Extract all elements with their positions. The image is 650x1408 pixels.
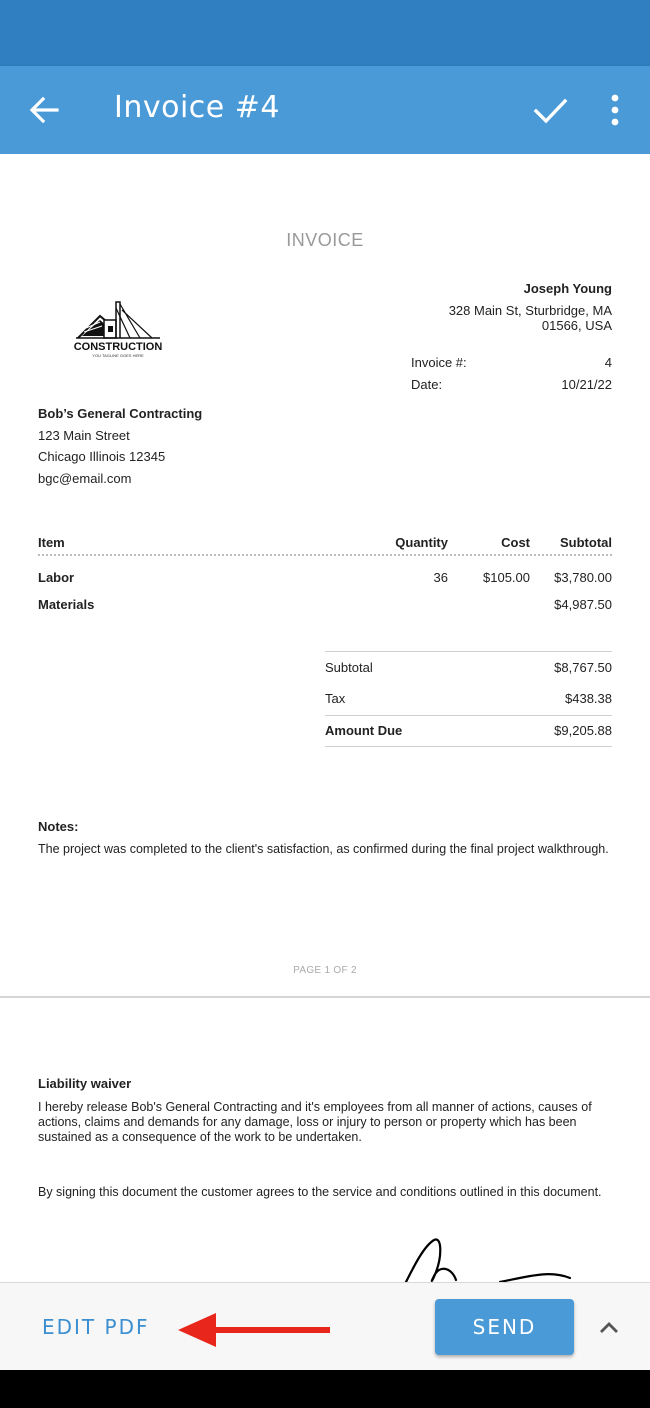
waiver-title: Liability waiver [38,1076,132,1091]
table-header-quantity: Quantity [395,535,448,550]
business-name: Bob’s General Contracting [38,406,203,421]
client-address-line1: 328 Main St, Sturbridge, MA [448,303,612,318]
chevron-up-icon [596,1315,622,1341]
table-header-item: Item [38,535,65,550]
red-arrow-annotation [176,1311,332,1349]
client-name: Joseph Young [523,281,612,296]
amount-due-label: Amount Due [325,723,403,738]
app-bar [0,66,650,154]
edit-pdf-button[interactable]: EDIT PDF [42,1315,150,1339]
totals-divider-bottom [325,746,612,747]
totals-divider-middle [325,715,612,716]
invoice-date-value: 10/21/22 [561,377,612,392]
table-header-subtotal: Subtotal [560,535,612,550]
business-street: 123 Main Street [38,428,130,443]
notes-label: Notes: [38,819,79,834]
page-title: Invoice #4 [114,90,281,125]
row-subtotal: $4,987.50 [554,597,612,612]
logo-tagline: YOU TAGLINE GOES HERE [92,353,144,358]
overflow-menu-button[interactable] [600,88,630,132]
logo-text: CONSTRUCTION [73,341,163,353]
customer-signature [400,1236,590,1282]
bottom-action-bar [0,1282,650,1370]
row-subtotal: $3,780.00 [554,570,612,585]
totals-subtotal-label: Subtotal [325,660,373,675]
row-item: Materials [38,597,95,612]
company-logo [72,298,164,360]
invoice-number-label: Invoice #: [411,355,467,370]
arrow-left-icon [22,88,66,132]
business-city: Chicago Illinois 12345 [38,449,166,464]
page-indicator: PAGE 1 OF 2 [293,965,357,976]
totals-subtotal-value: $8,767.50 [554,660,612,675]
row-quantity: 36 [433,570,448,585]
amount-due-value: $9,205.88 [554,723,612,738]
table-header-cost: Cost [501,535,530,550]
confirm-button[interactable] [528,88,572,132]
waiver-text: I hereby release Bob's General Contracting and it's employees from all manner of actions, causes of actions, claims and demands for any damage, loss or injury to person or property which has been sustained as a consequence of the work to be undertaken. [38,1100,592,1144]
status-bar [0,0,650,66]
row-item: Labor [38,570,75,585]
totals-divider-top [325,651,612,652]
notes-text: The project was completed to the client's satisfaction, as confirmed during the final project walkthrough. [38,842,609,856]
pdf-preview[interactable] [0,154,650,1282]
check-icon [528,88,572,132]
invoice-number-value: 4 [604,355,612,370]
invoice-heading: INVOICE [286,230,364,250]
invoice-date-label: Date: [411,377,443,392]
page-separator [0,996,650,998]
client-address-line2: 01566, USA [541,318,612,333]
system-navigation-bar [0,1370,650,1408]
row-cost: $105.00 [483,570,530,585]
more-vertical-icon [600,88,630,132]
agreement-text: By signing this document the customer agrees to the service and conditions outlined in this document. [38,1185,602,1199]
back-button[interactable] [22,88,66,132]
totals-tax-label: Tax [325,691,346,706]
business-email: bgc@email.com [38,471,132,486]
table-header-divider [38,554,612,556]
expand-button[interactable] [596,1315,622,1341]
send-button[interactable]: SEND [435,1299,574,1355]
totals-tax-value: $438.38 [565,691,612,706]
